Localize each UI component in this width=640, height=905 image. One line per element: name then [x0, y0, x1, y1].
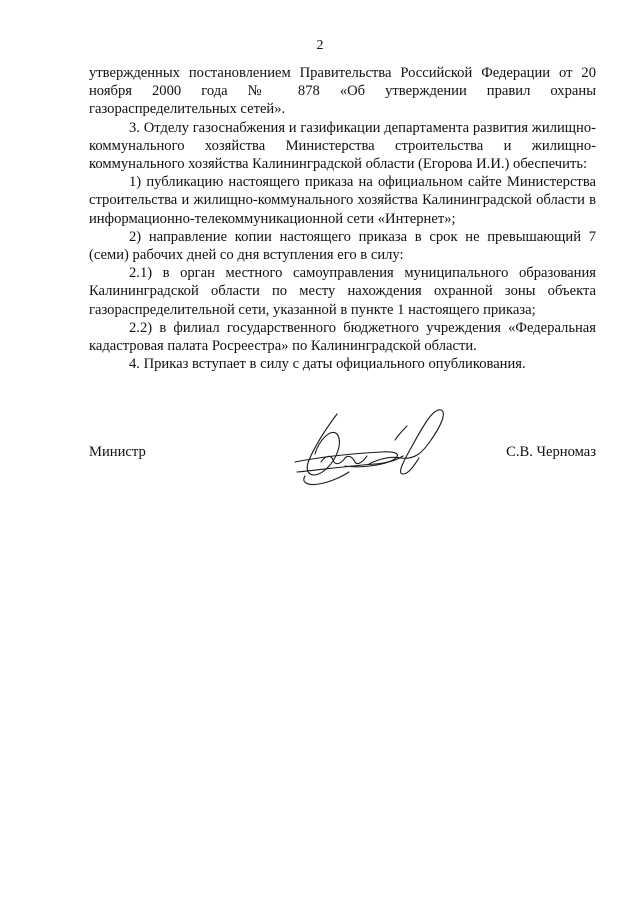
paragraph-subitem-2-2: 2.2) в филиал государственного бюджетного учреждения «Федеральная кадастровая палата Росреестра» по Калининградской области.	[89, 319, 596, 355]
paragraph-subitem-2: 2) направление копии настоящего приказа в срок не превышающий 7 (семи) рабочих дней со дня вступления его в силу:	[89, 228, 596, 264]
paragraph-item-3: 3. Отделу газоснабжения и газификации департамента развития жилищно-коммунального хозяйства Министерства строительства и жилищно-коммунального хозяйства Калининградской области (Егорова И.И.) обеспечить:	[89, 119, 596, 173]
paragraph-subitem-1: 1) публикацию настоящего приказа на официальном сайте Министерства строительства и жилищно-коммунального хозяйства Калининградской области в информационно-телекоммуникационной сети «Интернет»;	[89, 174, 596, 227]
paragraph-subitem-2-1: 2.1) в орган местного самоуправления муниципального образования Калининградской области по месту нахождения охранной зоны объекта газораспределительной сети, указанной в пункте 1 настоящего приказа;	[89, 265, 596, 318]
handwritten-signature	[285, 400, 465, 500]
paragraph-continuation: утвержденных постановлением Правительства Российской Федерации от 20 ноября 2000 года № 878 «Об утверждении правил охраны газораспределительных сетей».	[89, 65, 596, 118]
signatory-name: С.В. Черномаз	[506, 444, 596, 460]
paragraph-item-4: 4. Приказ вступает в силу с даты официального опубликования.	[129, 356, 526, 373]
document-body	[89, 64, 596, 373]
page-number: 2	[316, 38, 324, 53]
signatory-title: Министр	[89, 444, 146, 460]
signature-block	[89, 400, 596, 510]
